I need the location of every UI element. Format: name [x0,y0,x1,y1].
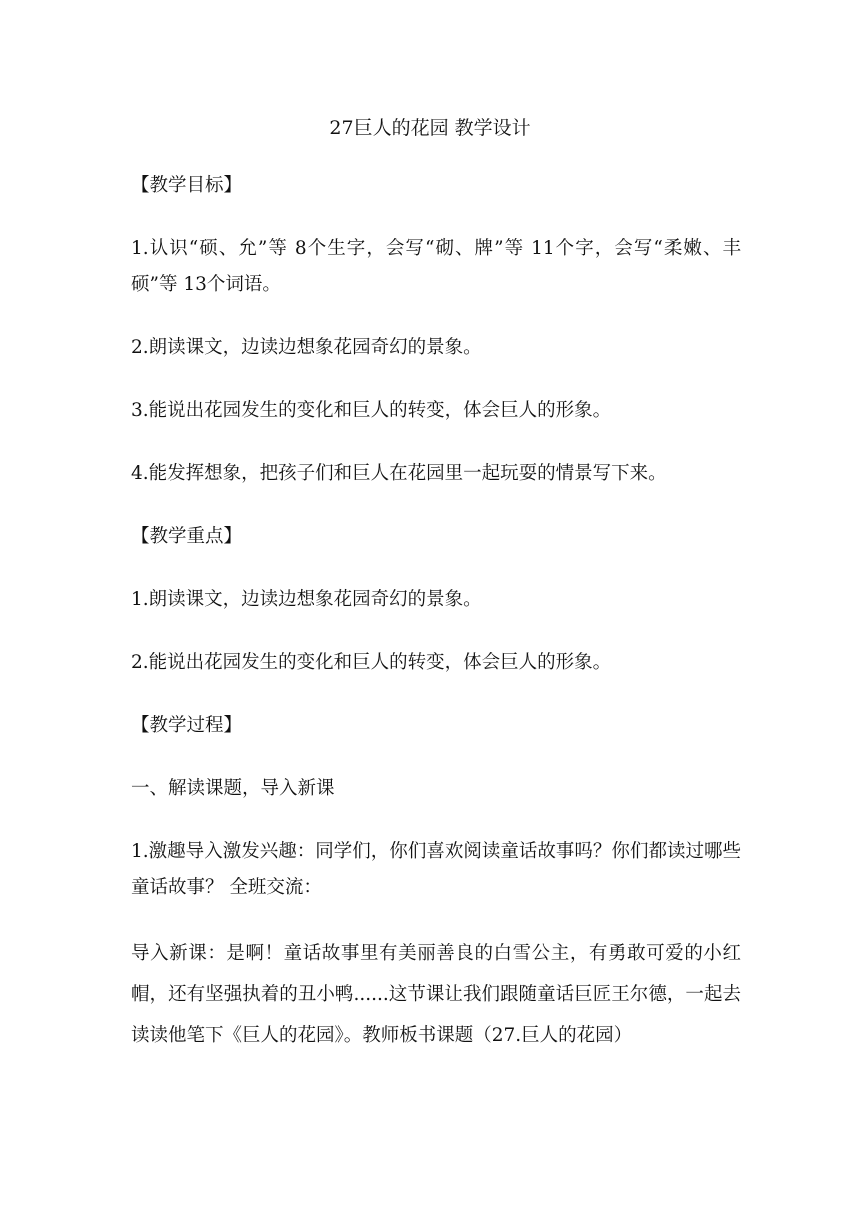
objective-item-4: 4.能发挥想象，把孩子们和巨人在花园里一起玩耍的情景写下来。 [131,463,667,484]
objectives-heading: 【教学目标】 [131,175,243,196]
objective-item-3: 3.能说出花园发生的变化和巨人的转变，体会巨人的形象。 [131,400,612,421]
process-heading: 【教学过程】 [131,715,243,736]
key-points-heading: 【教学重点】 [131,526,243,547]
document-title: 27巨人的花园 教学设计 [329,117,531,139]
key-point-item-2: 2.能说出花园发生的变化和巨人的转变，体会巨人的形象。 [131,652,612,673]
objective-item-2: 2.朗读课文，边读边想象花园奇幻的景象。 [131,337,482,358]
document-body [131,168,741,1083]
process-step-one: 一、解读课题，导入新课 [131,778,335,799]
objective-item-1: 1.认识“硕、允”等 8个生字，会写“砌、牌”等 11个字，会写“柔嫩、丰硕”等 13个词语。 [131,238,741,295]
process-item-one: 1.激趣导入激发兴趣：同学们，你们喜欢阅读童话故事吗？你们都读过哪些童话故事？ 全班交流： [131,841,741,898]
key-point-item-1: 1.朗读课文，边读边想象花园奇幻的景象。 [131,589,482,610]
intro-paragraph: 导入新课：是啊！童话故事里有美丽善良的白雪公主，有勇敢可爱的小红帽，还有坚强执着的丑小鸭......这节课让我们跟随童话巨匠王尔德，一起去读读他笔下《巨人的花园》。教师板书课题（27.巨人的花园） [131,943,741,1046]
